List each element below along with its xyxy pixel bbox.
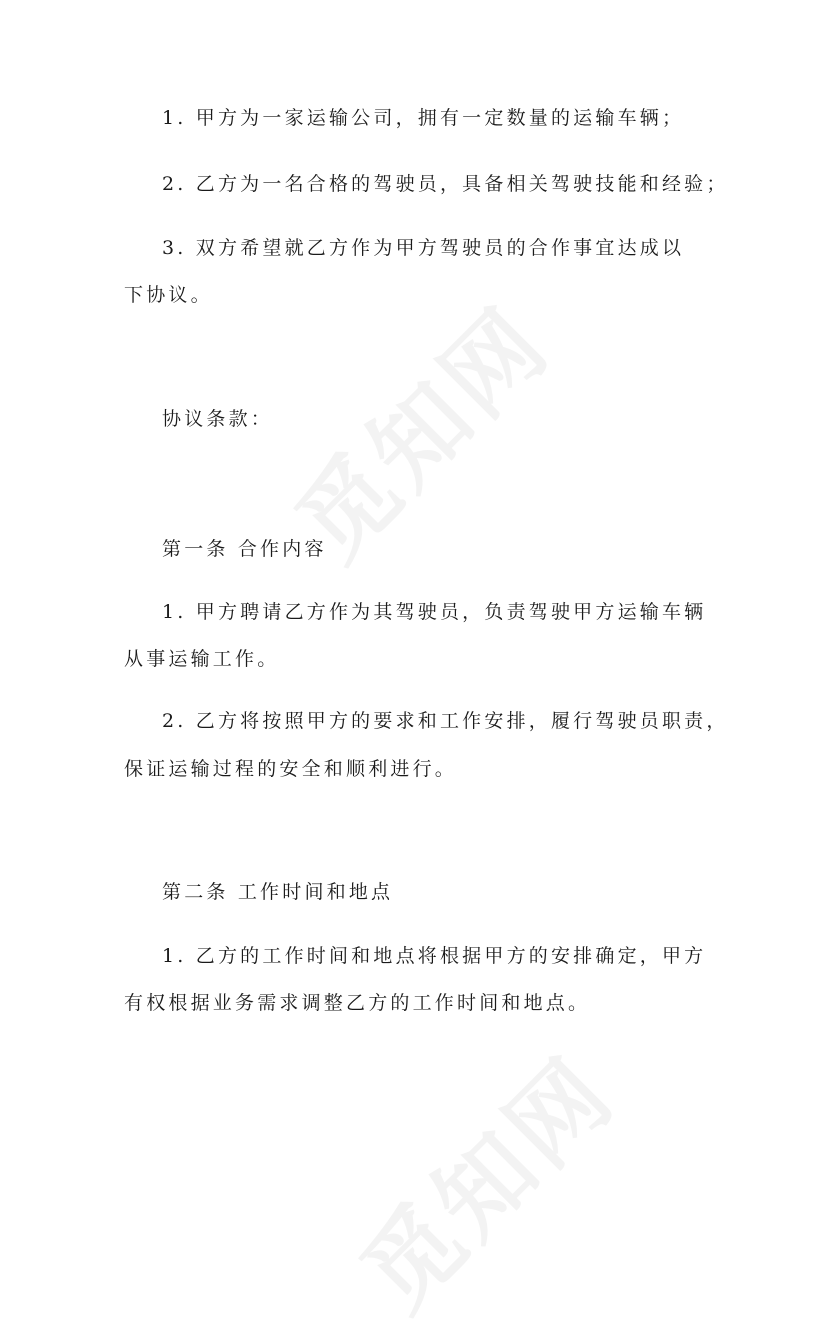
intro-item-2: 2. 乙方为一名合格的驾驶员，具备相关驾驶技能和经验； [162, 173, 729, 195]
article-1-item-1-line-1: 1. 甲方聘请乙方作为其驾驶员，负责驾驶甲方运输车辆 [162, 601, 707, 623]
article-1-item-2-line-1: 2. 乙方将按照甲方的要求和工作安排，履行驾驶员职责， [162, 710, 729, 732]
article-1-item-2-line-2: 保证运输过程的安全和顺利进行。 [124, 758, 458, 780]
article-2-item-1-line-2: 有权根据业务需求调整乙方的工作时间和地点。 [124, 992, 591, 1014]
article-1-item-1-line-2: 从事运输工作。 [124, 648, 280, 670]
article-1-title: 第一条 合作内容 [162, 538, 327, 560]
intro-item-1: 1. 甲方为一家运输公司，拥有一定数量的运输车辆； [162, 107, 685, 129]
watermark [326, 1022, 639, 1335]
intro-item-3-line-1: 3. 双方希望就乙方作为甲方驾驶员的合作事宜达成以 [162, 237, 685, 259]
intro-item-3-line-2: 下协议。 [124, 284, 213, 306]
terms-heading: 协议条款： [162, 408, 274, 430]
article-2-title: 第二条 工作时间和地点 [162, 881, 394, 903]
article-2-item-1-line-1: 1. 乙方的工作时间和地点将根据甲方的安排确定，甲方 [162, 945, 707, 967]
